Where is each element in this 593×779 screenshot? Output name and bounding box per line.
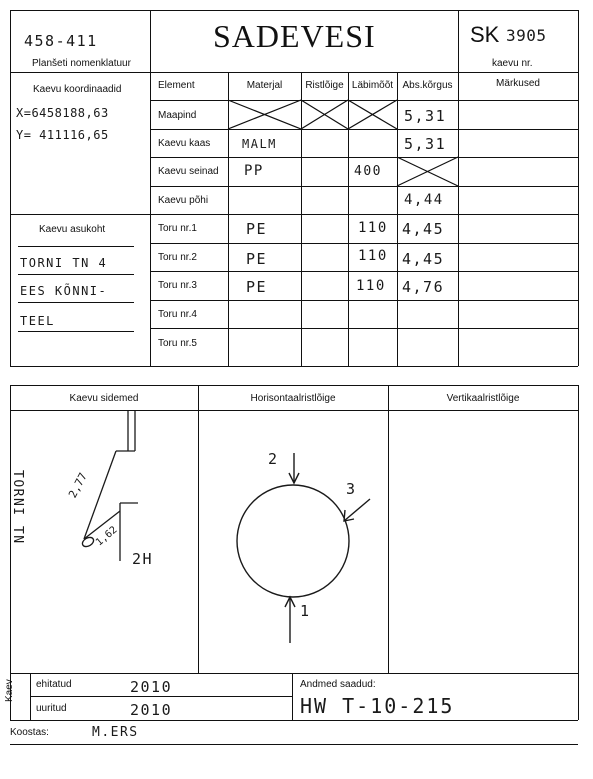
built-year: 2010 xyxy=(130,678,173,696)
section-sidemed: Kaevu sidemed xyxy=(69,393,139,404)
row-label-maapind: Maapind xyxy=(158,110,197,121)
materjal-kaevu-kaas: MALM xyxy=(242,137,277,151)
coords-label: Kaevu koordinaadid xyxy=(33,84,122,95)
street-label: TORNI TN xyxy=(10,470,25,545)
labimoot-toru-2: 110 xyxy=(358,248,388,264)
header-abs-korgus: Abs.kõrgus xyxy=(402,80,453,91)
code-printed: SK xyxy=(470,22,500,47)
pipe-2-label: 2 xyxy=(268,450,279,468)
measured-label: uuritud xyxy=(36,703,67,714)
code-handwritten: 3905 xyxy=(506,26,547,45)
pipe-3-label: 3 xyxy=(346,480,357,498)
section-circle-sketch xyxy=(198,411,388,673)
location-line-3: TEEL xyxy=(20,314,55,328)
location-line-1: TORNI TN 4 xyxy=(20,256,108,270)
materjal-toru-2: PE xyxy=(246,250,268,268)
abs-toru-3: 4,76 xyxy=(402,278,445,296)
section-horisontaal: Horisontaalristlõige xyxy=(250,393,336,404)
row-label-toru-2: Toru nr.2 xyxy=(158,252,197,263)
abs-toru-1: 4,45 xyxy=(402,220,445,238)
kaev-side-label: Kaev xyxy=(4,679,15,702)
location-line-2: EES KÕNNI- xyxy=(20,284,108,298)
row-label-toru-1: Toru nr.1 xyxy=(158,223,197,234)
row-label-toru-5: Toru nr.5 xyxy=(158,338,197,349)
abs-kaevu-pohi: 4,44 xyxy=(404,192,444,208)
section-vertikaal: Vertikaalristlõige xyxy=(446,393,520,404)
labimoot-kaevu-seinad: 400 xyxy=(354,164,382,179)
abs-maapind: 5,31 xyxy=(404,107,447,125)
sheet-number: 458-411 xyxy=(24,32,98,50)
header-markused: Märkused xyxy=(496,78,540,89)
labimoot-toru-3: 110 xyxy=(356,278,386,294)
row-label-toru-4: Toru nr.4 xyxy=(158,309,197,320)
compiled-value: M.ERS xyxy=(92,725,139,740)
header-labimoot: Läbimõõt xyxy=(351,80,394,91)
materjal-toru-3: PE xyxy=(246,278,268,296)
row-label-toru-3: Toru nr.3 xyxy=(158,280,197,291)
row-label-kaevu-seinad: Kaevu seinad xyxy=(158,166,219,177)
labimoot-toru-1: 110 xyxy=(358,220,388,236)
location-label: Kaevu asukoht xyxy=(39,224,106,235)
sheet-label: Planšeti nomenklatuur xyxy=(32,58,131,69)
house-label: 2H xyxy=(132,550,154,568)
materjal-toru-1: PE xyxy=(246,220,268,238)
source-label: Andmed saadud: xyxy=(300,679,376,690)
dist-1: 2,77 xyxy=(66,470,90,501)
dist-2: 1,62 xyxy=(94,524,120,549)
header-materjal: Materjal xyxy=(246,80,283,91)
header-element: Element xyxy=(158,80,195,91)
abs-kaevu-kaas: 5,31 xyxy=(404,135,447,153)
pipe-1-label: 1 xyxy=(300,602,311,620)
page-title: SADEVESI xyxy=(213,18,376,54)
row-label-kaevu-kaas: Kaevu kaas xyxy=(158,138,211,149)
materjal-kaevu-seinad: PP xyxy=(244,163,264,179)
abs-toru-2: 4,45 xyxy=(402,250,445,268)
x-coordinate: X=6458188,63 xyxy=(16,106,109,120)
header-ristloige: Ristlõige xyxy=(305,80,344,91)
row-label-kaevu-pohi: Kaevu põhi xyxy=(158,195,209,206)
y-coordinate: Y= 411116,65 xyxy=(16,128,109,142)
compiled-label: Koostas: xyxy=(10,727,49,738)
code-label: kaevu nr. xyxy=(492,58,533,69)
built-label: ehitatud xyxy=(36,679,72,690)
source-value: HW T-10-215 xyxy=(300,694,455,718)
crossed-cells xyxy=(0,0,593,380)
measured-year: 2010 xyxy=(130,701,173,719)
